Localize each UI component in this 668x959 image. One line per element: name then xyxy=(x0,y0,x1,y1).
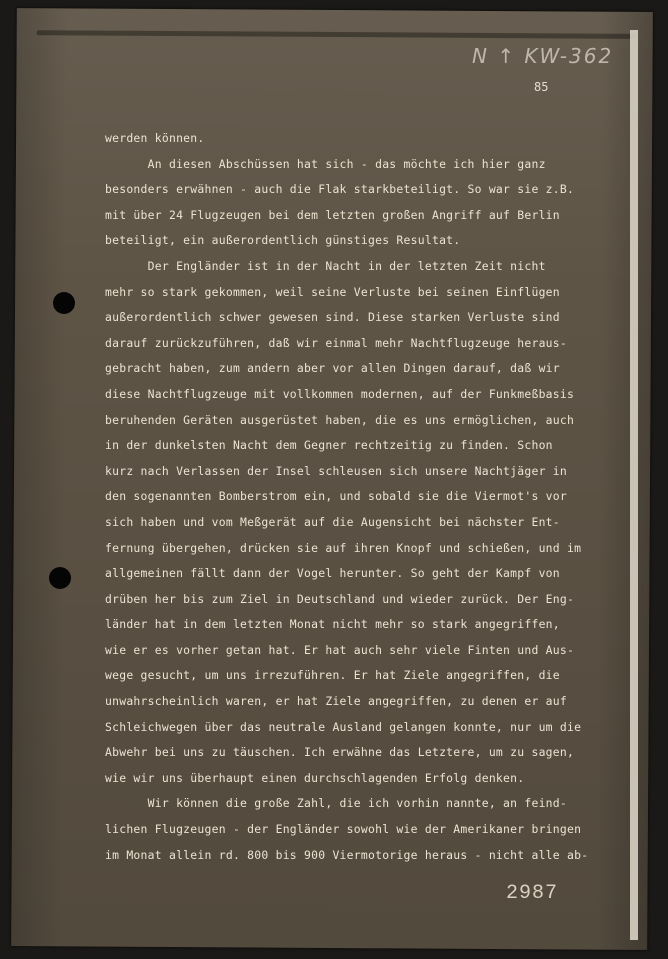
text-line: diese Nachtflugzeuge mit vollkommen modernen, auf der Funkmeßbasis xyxy=(105,386,575,401)
text-line: besonders erwähnen - auch die Flak starkbeteiligt. So war sie z.B. xyxy=(105,182,575,197)
archive-stamp-number: 2987 xyxy=(506,882,559,905)
text-line: Wir können die große Zahl, die ich vorhin nannte, an feind- xyxy=(105,796,568,811)
text-line: darauf zurückzuführen, daß wir einmal mehr Nachtflugzeuge heraus- xyxy=(105,335,568,350)
text-line: außerordentlich schwer gewesen sind. Diese starken Verluste sind xyxy=(105,310,560,325)
text-line: mehr so stark gekommen, weil seine Verluste bei seinen Einflügen xyxy=(105,284,560,299)
text-line: beteiligt, ein außerordentlich günstiges Resultat. xyxy=(105,233,461,248)
text-line: allgemeinen fällt dann der Vogel herunter. So geht der Kampf von xyxy=(105,566,560,581)
archive-code-handwritten: N ↑ KW-362 xyxy=(472,44,614,68)
text-line: wie wir uns überhaupt einen durchschlagenden Erfolg denken. xyxy=(105,770,525,785)
text-line: Der Engländer ist in der Nacht in der letzten Zeit nicht xyxy=(105,258,546,273)
text-line: sich haben und vom Meßgerät auf die Augensicht bei nächster Ent- xyxy=(105,514,560,529)
document-body xyxy=(105,126,635,868)
page-number: 85 xyxy=(534,80,549,94)
text-line: Abwehr bei uns zu täuschen. Ich erwähne das Letztere, um zu sagen, xyxy=(105,745,575,760)
text-line: gebracht haben, zum andern aber vor allen Dingen darauf, daß wir xyxy=(105,361,560,376)
text-line: beruhenden Geräten ausgerüstet haben, die es uns ermöglichen, auch xyxy=(105,412,575,427)
text-line: wege gesucht, um uns irrezuführen. Er hat Ziele angegriffen, die xyxy=(105,668,560,683)
text-line: länder hat in dem letzten Monat nicht mehr so stark angegriffen, xyxy=(105,617,560,632)
punch-hole-top xyxy=(53,292,75,314)
text-line: wie er es vorher getan hat. Er hat auch sehr viele Finten und Aus- xyxy=(105,642,575,657)
text-line: fernung übergehen, drücken sie auf ihren Knopf und schießen, und im xyxy=(105,540,582,555)
text-line: Schleichwegen über das neutrale Ausland gelangen konnte, nur um die xyxy=(105,719,582,734)
text-line: kurz nach Verlassen der Insel schleusen sich unsere Nachtjäger in xyxy=(105,463,568,478)
text-line: mit über 24 Flugzeugen bei dem letzten großen Angriff auf Berlin xyxy=(105,207,560,222)
text-line: lichen Flugzeugen - der Engländer sowohl wie der Amerikaner bringen xyxy=(105,822,582,837)
text-line: im Monat allein rd. 800 bis 900 Viermotorige heraus - nicht alle ab- xyxy=(105,847,589,862)
punch-hole-bottom xyxy=(49,567,71,589)
text-line: An diesen Abschüssen hat sich - das möchte ich hier ganz xyxy=(105,156,546,171)
text-line: werden können. xyxy=(105,131,205,145)
text-line: den sogenannten Bomberstrom ein, und sobald sie die Viermot's vor xyxy=(105,489,568,504)
top-fold-shadow xyxy=(37,30,637,39)
text-line: drüben her bis zum Ziel in Deutschland und wieder zurück. Der Eng- xyxy=(105,591,575,606)
text-line: unwahrscheinlich waren, er hat Ziele angegriffen, zu denen er auf xyxy=(105,694,568,709)
text-line: in der dunkelsten Nacht dem Gegner rechtzeitig zu finden. Schon xyxy=(105,438,553,453)
